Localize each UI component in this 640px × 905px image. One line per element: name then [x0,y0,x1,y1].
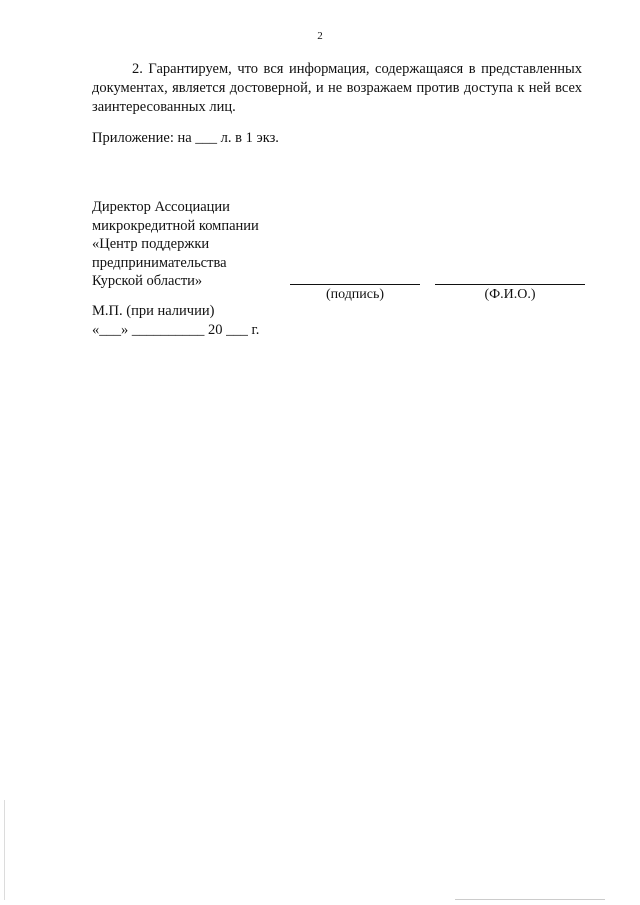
seal-line: М.П. (при наличии) [92,303,215,319]
signer-block [92,198,259,291]
signer-line: Курской области» [92,273,203,289]
attachment-line: Приложение: на ___ л. в 1 экз. [92,130,279,146]
signature-underline [290,284,420,285]
signer-line: микрокредитной компании [92,217,259,234]
date-line: «___» __________ 20 ___ г. [92,322,260,338]
signer-line: «Центр поддержки [92,236,210,252]
signer-line: предпринимательства [92,254,227,271]
guarantee-clause: 2. Гарантируем, что вся информация, содержащаяся в представленных документах, является достоверной, и не возражаем против доступа к ней всех заинтересованных лиц. [92,61,582,115]
page-number: 2 [317,30,323,42]
signature-caption: (подпись) [325,287,385,302]
signer-line: Директор Ассоциации [92,199,230,215]
name-underline [435,284,585,285]
scan-edge-mark [4,800,5,900]
name-caption: (Ф.И.О.) [484,287,536,302]
scan-edge-mark [455,899,605,900]
